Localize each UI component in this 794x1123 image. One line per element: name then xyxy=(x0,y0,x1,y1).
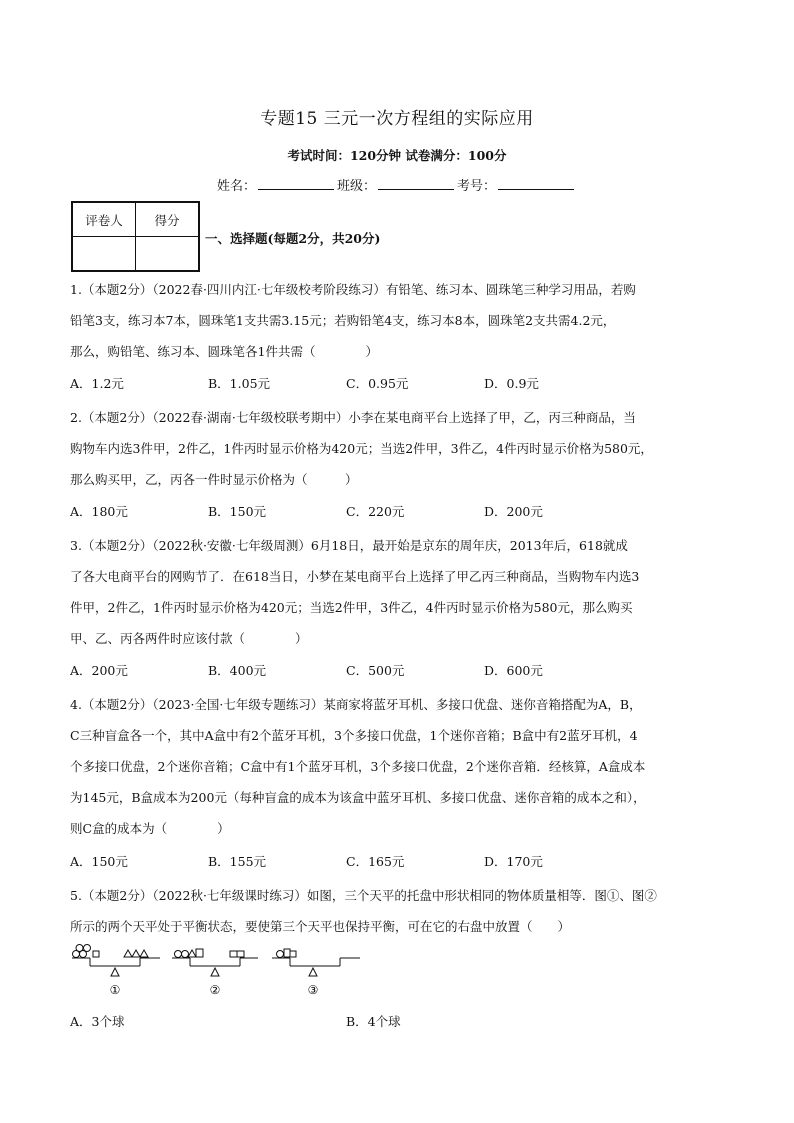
option-d[interactable]: D．0.9元 xyxy=(484,376,539,391)
question-5 xyxy=(70,880,730,942)
question-line: 5.（本题2分）（2022秋·七年级课时练习）如图，三个天平的托盘中形状相同的物体质量相等．图①、图② xyxy=(70,888,657,903)
question-line: 甲、乙、丙各两件时应该付款（ ） xyxy=(70,631,308,646)
figure-label-2: ② xyxy=(209,983,221,997)
section-title: 一、选择题(每题2分，共20分) xyxy=(205,231,381,246)
option-c[interactable]: C．165元 xyxy=(346,854,405,869)
option-b[interactable]: B．1.05元 xyxy=(208,376,271,391)
option-a[interactable]: A．3个球 xyxy=(70,1014,125,1029)
option-a[interactable]: A．200元 xyxy=(70,663,128,678)
option-b[interactable]: B．4个球 xyxy=(346,1014,401,1029)
option-b[interactable]: B．150元 xyxy=(208,504,267,519)
grader-header: 评卷人 xyxy=(72,202,136,237)
name-blank[interactable] xyxy=(258,176,334,190)
question-line: 2.（本题2分）（2022春·湖南·七年级校联考期中）小李在某电商平台上选择了甲，乙，丙三种商品，当 xyxy=(70,410,636,425)
score-table xyxy=(71,201,200,272)
question-line: 为145元，B盒成本为200元（每种盲盒的成本为该盒中蓝牙耳机、多接口优盘、迷你音箱的成本之和）， xyxy=(70,790,646,805)
question-4 xyxy=(70,689,730,844)
option-d[interactable]: D．170元 xyxy=(484,854,543,869)
question-line: 那么，购铅笔、练习本、圆珠笔各1件共需（ ） xyxy=(70,344,378,359)
class-label: 班级： xyxy=(336,179,376,194)
exam-no-blank[interactable] xyxy=(498,176,574,190)
option-c[interactable]: C．500元 xyxy=(346,663,405,678)
option-a[interactable]: A．150元 xyxy=(70,854,128,869)
student-info-line xyxy=(0,175,794,194)
page-title: 专题15 三元一次方程组的实际应用 xyxy=(260,109,534,129)
question-line: C三种盲盒各一个，其中A盒中有2个蓝牙耳机，3个多接口优盘，1个迷你音箱；B盒中有2蓝牙耳机，4 xyxy=(70,728,638,743)
question-line: 铅笔3支，练习本7本，圆珠笔1支共需3.15元；若购铅笔4支，练习本8本，圆珠笔2支共需4.2元， xyxy=(70,313,616,328)
balance-figures xyxy=(70,938,370,1000)
exam-no-label: 考号： xyxy=(457,179,497,194)
class-blank[interactable] xyxy=(378,176,454,190)
question-line: 了各大电商平台的网购节了．在618当日，小梦在某电商平台上选择了甲乙丙三种商品，当购物车内选3 xyxy=(70,569,640,584)
grader-cell[interactable] xyxy=(72,237,136,272)
balance-3-icon xyxy=(272,949,360,976)
question-line: 购物车内选3件甲，2件乙，1件丙时显示价格为420元；当选2件甲，3件乙，4件丙时显示价格为580元， xyxy=(70,441,653,456)
question-2 xyxy=(70,402,730,495)
option-a[interactable]: A．1.2元 xyxy=(70,376,124,391)
balance-2-icon xyxy=(172,949,258,976)
option-b[interactable]: B．155元 xyxy=(208,854,267,869)
option-a[interactable]: A．180元 xyxy=(70,504,128,519)
score-cell[interactable] xyxy=(136,237,200,272)
question-line: 则C盒的成本为（ ） xyxy=(70,821,230,836)
option-c[interactable]: C．220元 xyxy=(346,504,405,519)
figure-label-3: ③ xyxy=(307,983,319,997)
exam-time-info: 考试时间：120分钟 试卷满分：100分 xyxy=(287,148,507,163)
name-label: 姓名： xyxy=(216,179,256,194)
question-line: 个多接口优盘，2个迷你音箱；C盒中有1个蓝牙耳机，3个多接口优盘，2个迷你音箱．经核算，A盒成本 xyxy=(70,759,646,774)
question-line: 件甲，2件乙，1件丙时显示价格为420元；当选2件甲，3件乙，4件丙时显示价格为580元，那么购买 xyxy=(70,600,633,615)
question-line: 所示的两个天平处于平衡状态，要使第三个天平也保持平衡，可在它的右盘中放置（ ） xyxy=(70,919,571,934)
question-line: 1.（本题2分）（2022春·四川内江·七年级校考阶段练习）有铅笔、练习本、圆珠笔三种学习用品，若购 xyxy=(70,282,636,297)
option-d[interactable]: D．200元 xyxy=(484,504,543,519)
question-1 xyxy=(70,274,730,367)
question-3 xyxy=(70,530,730,654)
option-b[interactable]: B．400元 xyxy=(208,663,267,678)
option-c[interactable]: C．0.95元 xyxy=(346,376,409,391)
question-line: 那么购买甲，乙，丙各一件时显示价格为（ ） xyxy=(70,472,358,487)
option-d[interactable]: D．600元 xyxy=(484,663,543,678)
question-line: 3.（本题2分）（2022秋·安徽·七年级周测）6月18日，最开始是京东的周年庆，2013年后，618就成 xyxy=(70,538,628,553)
figure-label-1: ① xyxy=(109,983,121,997)
balance-1-icon xyxy=(72,945,160,977)
score-header: 得分 xyxy=(136,202,200,237)
question-line: 4.（本题2分）（2023·全国·七年级专题练习）某商家将蓝牙耳机、多接口优盘、迷你音箱搭配为A，B， xyxy=(70,697,642,712)
